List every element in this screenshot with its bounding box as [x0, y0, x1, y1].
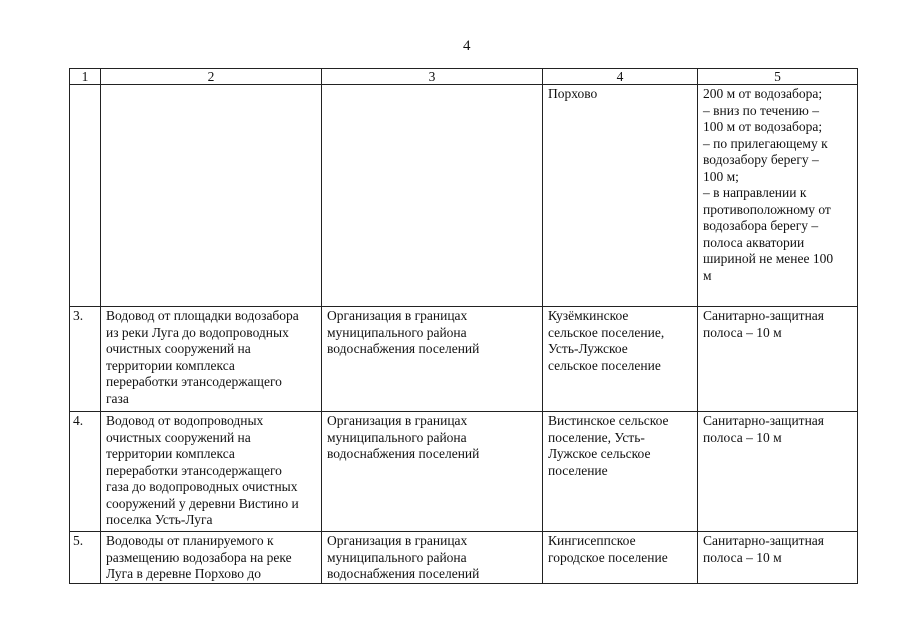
zone-cell: Санитарно-защитная полоса – 10 м [698, 307, 858, 412]
location-cell: Вистинское сельское поселение, Усть- Лужское сельское поселение [543, 412, 698, 532]
column-header: 3 [322, 69, 543, 85]
zones-table [69, 68, 858, 584]
row-number-cell [70, 85, 101, 307]
table-header-row [70, 69, 858, 85]
column-header: 4 [543, 69, 698, 85]
zone-cell: 200 м от водозабора; – вниз по течению – 100 м от водозабора; – по прилегающему к водозабору берегу – 100 м; – в направлении к противоположному от водозабора берегу – полоса акватории шириной не менее 100 м [698, 85, 858, 307]
column-header: 1 [70, 69, 101, 85]
object-cell: Водоводы от планируемого к размещению водозабора на реке Луга в деревне Порхово до [101, 532, 322, 584]
table-row [70, 412, 858, 532]
column-header: 2 [101, 69, 322, 85]
location-cell: Кузёмкинское сельское поселение, Усть-Лужское сельское поселение [543, 307, 698, 412]
row-number-cell: 3. [70, 307, 101, 412]
table-row [70, 307, 858, 412]
table-row [70, 532, 858, 584]
row-number-cell: 5. [70, 532, 101, 584]
object-cell [101, 85, 322, 307]
location-cell: Кингисеппское городское поселение [543, 532, 698, 584]
purpose-cell: Организация в границах муниципального района водоснабжения поселений [322, 307, 543, 412]
location-cell: Порхово [543, 85, 698, 307]
column-header: 5 [698, 69, 858, 85]
purpose-cell [322, 85, 543, 307]
purpose-cell: Организация в границах муниципального района водоснабжения поселений [322, 532, 543, 584]
object-cell: Водовод от водопроводных очистных сооружений на территории комплекса переработки этансодержащего газа до водопроводных очистных сооружений у деревни Вистино и поселка Усть-Луга [101, 412, 322, 532]
page-number: 4 [463, 38, 471, 54]
object-cell: Водовод от площадки водозабора из реки Луга до водопроводных очистных сооружений на территории комплекса переработки этансодержащего газа [101, 307, 322, 412]
row-number-cell: 4. [70, 412, 101, 532]
purpose-cell: Организация в границах муниципального района водоснабжения поселений [322, 412, 543, 532]
zone-cell: Санитарно-защитная полоса – 10 м [698, 412, 858, 532]
zone-cell: Санитарно-защитная полоса – 10 м [698, 532, 858, 584]
table-row [70, 85, 858, 307]
